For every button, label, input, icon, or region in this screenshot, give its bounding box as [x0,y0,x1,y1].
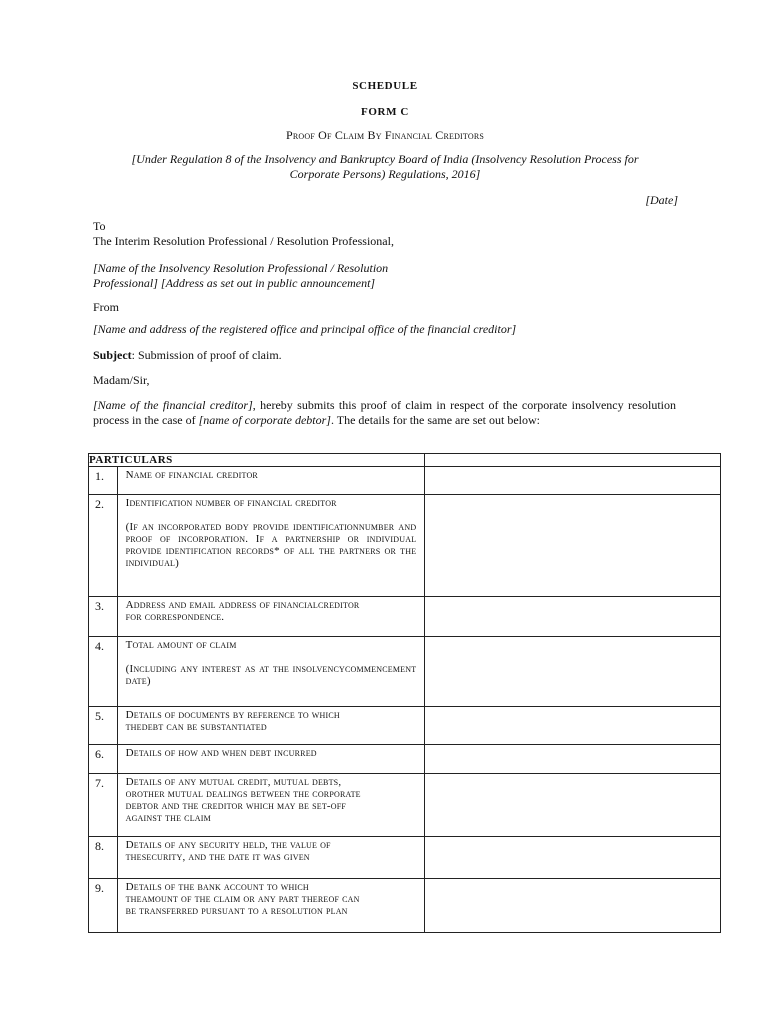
table-row [89,495,721,597]
row-description [117,707,425,745]
professional-name-line-2: Professional] [Address as set out in public announcement] [93,276,376,290]
row-number: 9. [89,879,118,933]
description-line: thedebt can be substantiated [125,721,267,733]
table-row [89,879,721,933]
subject-label: Subject [93,348,132,362]
table-row [89,597,721,637]
regulation-line-2: Corporate Persons) Regulations, 2016] [289,167,481,181]
row-number: 2. [89,495,118,597]
particulars-table [88,453,721,933]
row-number: 3. [89,597,118,637]
table-row [89,467,721,495]
row-number: 4. [89,637,118,707]
answer-cell[interactable] [425,837,721,879]
row-description [117,879,425,933]
salutation: Madam/Sir, [93,373,150,387]
description-line: Total amount of claim [125,639,237,651]
debtor-name-placeholder: [name of corporate debtor] [198,413,331,427]
answer-cell[interactable] [425,774,721,837]
regulation-reference [0,152,770,182]
row-number: 7. [89,774,118,837]
schedule-heading: SCHEDULE [352,80,418,92]
claim-text-1: , hereby submits this proof of claim in respect of the corporate insolvency resolution process in the case of [93,398,676,427]
row-description [117,745,425,774]
claim-paragraph [93,398,676,428]
description-note: (Including any interest as at the insolvencycommencement date) [125,663,417,687]
answer-cell[interactable] [425,637,721,707]
answer-cell[interactable] [425,467,721,495]
regulation-line-1: [Under Regulation 8 of the Insolvency and Bankruptcy Board of India (Insolvency Resolution Process for [131,152,639,166]
table-row [89,774,721,837]
answer-cell[interactable] [425,879,721,933]
to-label: To [93,219,106,233]
row-number: 5. [89,707,118,745]
description-note: (If an incorporated body provide identificationnumber and proof of incorporation. If a partnership or individual provide identification records* of all the partners or the individual) [125,521,417,569]
description-line: theamount of the claim or any part thereof can [125,893,360,905]
row-number: 1. [89,467,118,495]
description-line: Details of any security held, the value of [125,839,331,851]
answer-cell[interactable] [425,745,721,774]
row-description [117,597,425,637]
description-line: Identification number of financial creditor [125,497,337,509]
answer-cell[interactable] [425,597,721,637]
description-line: Details of the bank account to which [125,881,309,893]
date-placeholder: [Date] [645,193,678,207]
header-blank-cell [425,454,721,467]
row-description [117,774,425,837]
creditor-address-placeholder: [Name and address of the registered office and principal office of the financial creditor] [93,322,517,336]
row-number: 8. [89,837,118,879]
professional-name-block [93,261,453,291]
description-line: be transferred pursuant to a resolution plan [125,905,348,917]
row-description [117,837,425,879]
description-line: Address and email address of financialcreditor [125,599,360,611]
table-row [89,745,721,774]
description-line: thesecurity, and the date it was given [125,851,310,863]
description-line: debtor and the creditor which may be set-off [125,800,347,812]
row-description [117,637,425,707]
professional-name-line-1: [Name of the Insolvency Resolution Professional / Resolution [93,261,389,275]
subject-text: : Submission of proof of claim. [131,348,282,362]
answer-cell[interactable] [425,707,721,745]
form-heading: FORM C [361,106,409,118]
description-line: orother mutual dealings between the corporate [125,788,361,800]
subject-line [93,348,282,363]
row-description [117,467,425,495]
description-line: Details of documents by reference to which [125,709,340,721]
table-row [89,707,721,745]
table-row [89,637,721,707]
description-line: against the claim [125,812,211,824]
from-label: From [93,300,120,314]
description-line: Details of any mutual credit, mutual debts, [125,776,342,788]
particulars-header: PARTICULARS [89,454,425,467]
description-line: Details of how and when debt incurred [125,747,317,759]
table-row [89,837,721,879]
addressee-block [93,219,394,249]
recipient-line: The Interim Resolution Professional / Resolution Professional, [93,234,394,248]
description-line: for correspondence. [125,611,225,623]
row-description [117,495,425,597]
answer-cell[interactable] [425,495,721,597]
creditor-name-placeholder: [Name of the financial creditor] [93,398,253,412]
form-title: Proof Of Claim By Financial Creditors [285,128,485,142]
row-number: 6. [89,745,118,774]
description-line: Name of financial creditor [125,469,258,481]
claim-text-2: . The details for the same are set out below: [330,413,541,427]
table-header-row [89,454,721,467]
